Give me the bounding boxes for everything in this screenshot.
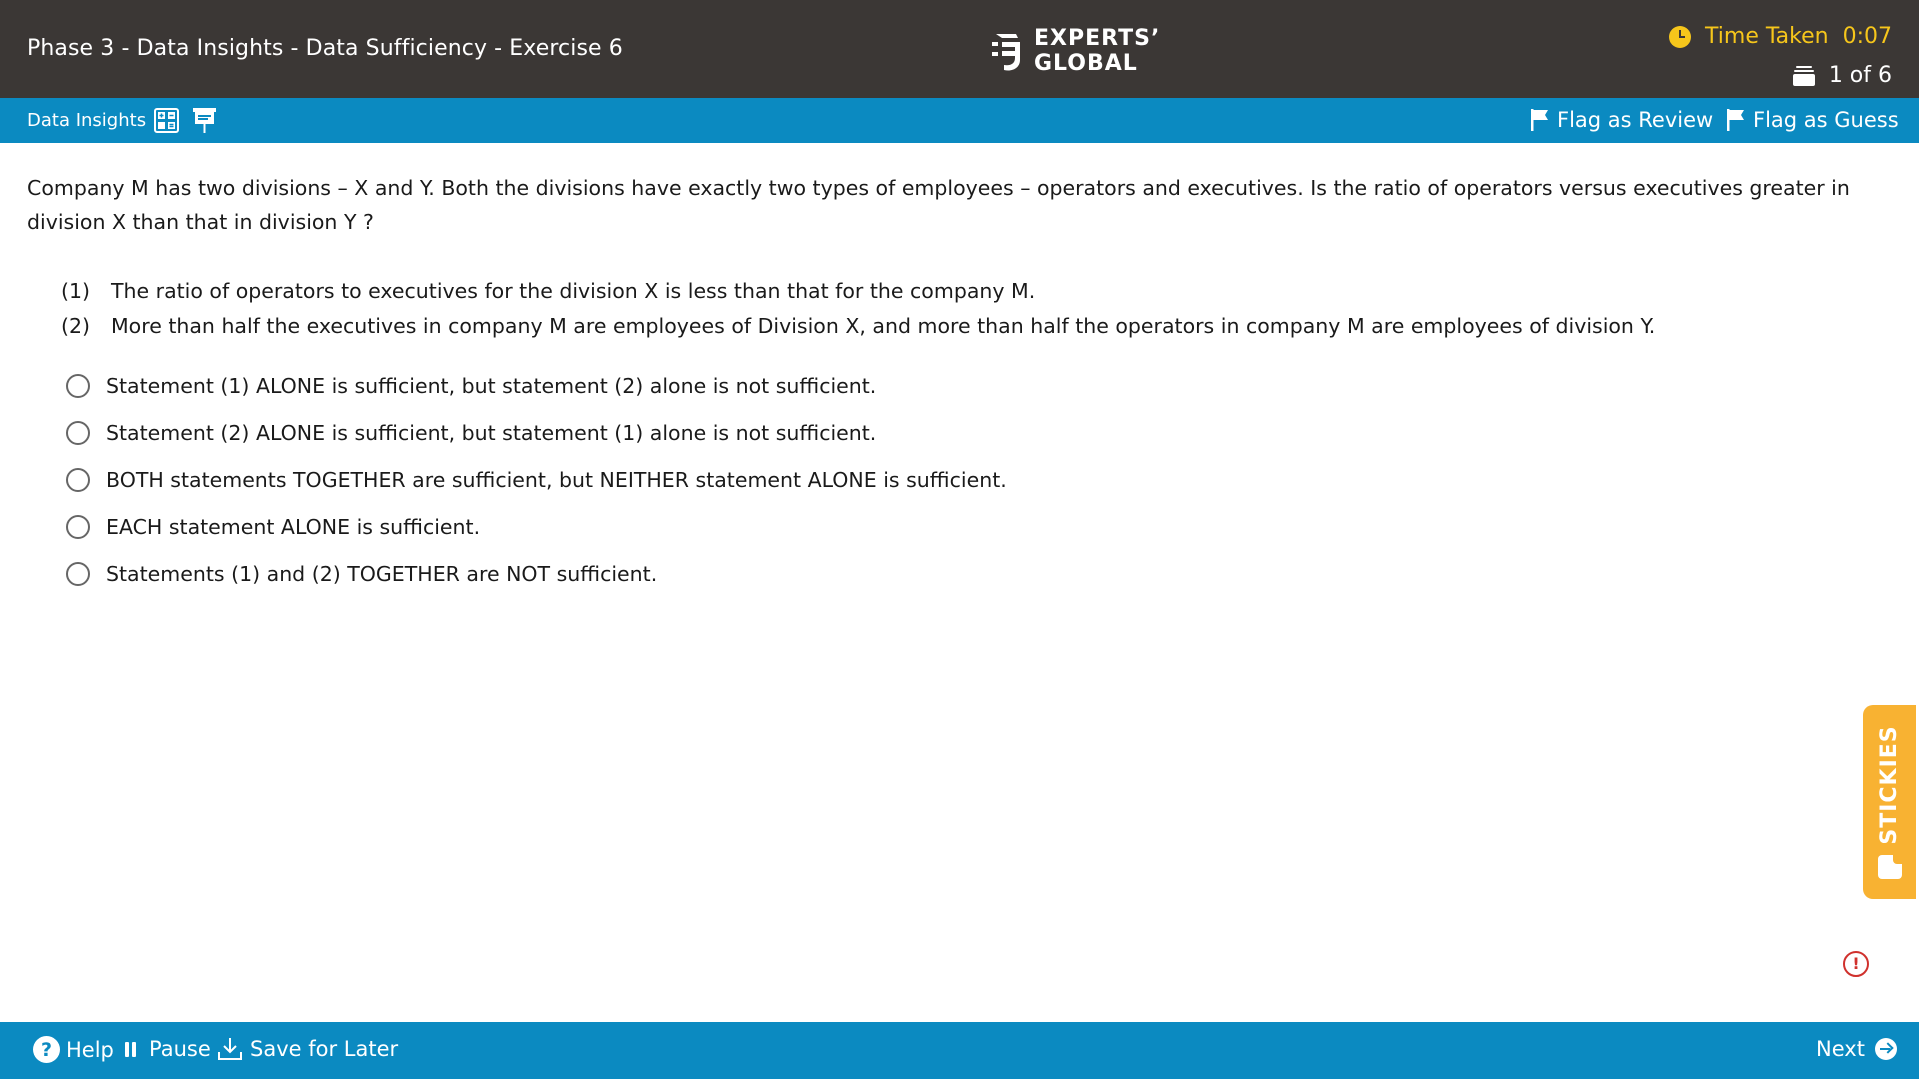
stickies-label-wrap	[1863, 705, 1916, 899]
time-taken	[1669, 24, 1892, 49]
statement-text: More than half the executives in company M are employees of Division X, and more than half the operators in company M are employees of division Y.	[111, 314, 1656, 338]
radio-button[interactable]	[66, 562, 90, 586]
clock-icon	[1669, 26, 1691, 48]
radio-button[interactable]	[66, 515, 90, 539]
experts-global-logo	[988, 26, 1160, 76]
statements-list	[61, 274, 1655, 344]
logo-line-2: GLOBAL	[1034, 51, 1138, 76]
option-text: Statements (1) and (2) TOGETHER are NOT sufficient.	[106, 561, 658, 586]
question-counter-text: 1 of 6	[1828, 63, 1892, 88]
section-toolbar	[0, 98, 1919, 143]
logo-text	[1034, 26, 1160, 76]
radio-button[interactable]	[66, 468, 90, 492]
help-label: Help	[66, 1037, 114, 1062]
save-for-later-label: Save for Later	[250, 1037, 399, 1061]
flag-icon	[1531, 109, 1549, 131]
answer-option-c[interactable]	[66, 456, 1007, 503]
save-for-later-button[interactable]	[216, 1035, 398, 1063]
stickies-label: STICKIES	[1877, 725, 1902, 845]
statement-number: (2)	[61, 314, 91, 338]
flag-review-label: Flag as Review	[1557, 108, 1714, 132]
radio-button[interactable]	[66, 421, 90, 445]
calculator-icon[interactable]	[154, 108, 179, 133]
report-issue-icon[interactable]: !	[1843, 951, 1869, 977]
flag-guess-label: Flag as Guess	[1753, 108, 1899, 132]
stickies-tab[interactable]	[1863, 705, 1916, 899]
statement-item	[61, 274, 1655, 309]
timer-label: Time Taken	[1705, 24, 1829, 49]
flag-icon	[1727, 109, 1745, 131]
question-counter	[1793, 63, 1892, 88]
pause-label: Pause	[149, 1037, 211, 1061]
next-label: Next	[1816, 1037, 1865, 1061]
answer-option-d[interactable]	[66, 503, 1007, 550]
exercise-title: Phase 3 - Data Insights - Data Sufficiency - Exercise 6	[27, 36, 623, 61]
answer-option-a[interactable]	[66, 362, 1007, 409]
arrow-right-icon	[1875, 1038, 1897, 1060]
download-icon	[216, 1035, 244, 1063]
pause-icon	[125, 1042, 139, 1057]
help-button[interactable]	[33, 1036, 114, 1063]
option-text: Statement (1) ALONE is sufficient, but statement (2) alone is not sufficient.	[106, 373, 877, 398]
question-stem: Company M has two divisions – X and Y. Both the divisions have exactly two types of employees – operators and executives. Is the ratio of operators versus executives greater in division X than that in division Y ?	[27, 176, 1850, 234]
bottom-navigation-bar	[0, 1022, 1919, 1079]
whiteboard-icon[interactable]	[192, 107, 217, 134]
question-stack-icon	[1793, 66, 1815, 86]
statement-number: (1)	[61, 279, 91, 303]
answer-option-b[interactable]	[66, 409, 1007, 456]
flag-as-review-button[interactable]	[1531, 108, 1713, 132]
top-header	[0, 0, 1919, 98]
option-text: BOTH statements TOGETHER are sufficient, but NEITHER statement ALONE is sufficient.	[106, 467, 1007, 492]
section-label: Data Insights	[27, 110, 147, 131]
statement-text: The ratio of operators to executives for the division X is less than that for the company M.	[111, 279, 1036, 303]
radio-button[interactable]	[66, 374, 90, 398]
logo-mark-icon	[988, 28, 1026, 74]
option-text: Statement (2) ALONE is sufficient, but statement (1) alone is not sufficient.	[106, 420, 877, 445]
next-button[interactable]	[1816, 1037, 1897, 1061]
logo-line-1: EXPERTS’	[1034, 26, 1161, 51]
timer-value: 0:07	[1842, 24, 1892, 49]
sticky-note-icon	[1878, 855, 1902, 879]
help-icon: ?	[33, 1036, 60, 1063]
pause-button[interactable]	[125, 1037, 211, 1061]
answer-options	[66, 362, 1007, 597]
statement-item	[61, 309, 1655, 344]
option-text: EACH statement ALONE is sufficient.	[106, 514, 481, 539]
flag-as-guess-button[interactable]	[1727, 108, 1899, 132]
answer-option-e[interactable]	[66, 550, 1007, 597]
